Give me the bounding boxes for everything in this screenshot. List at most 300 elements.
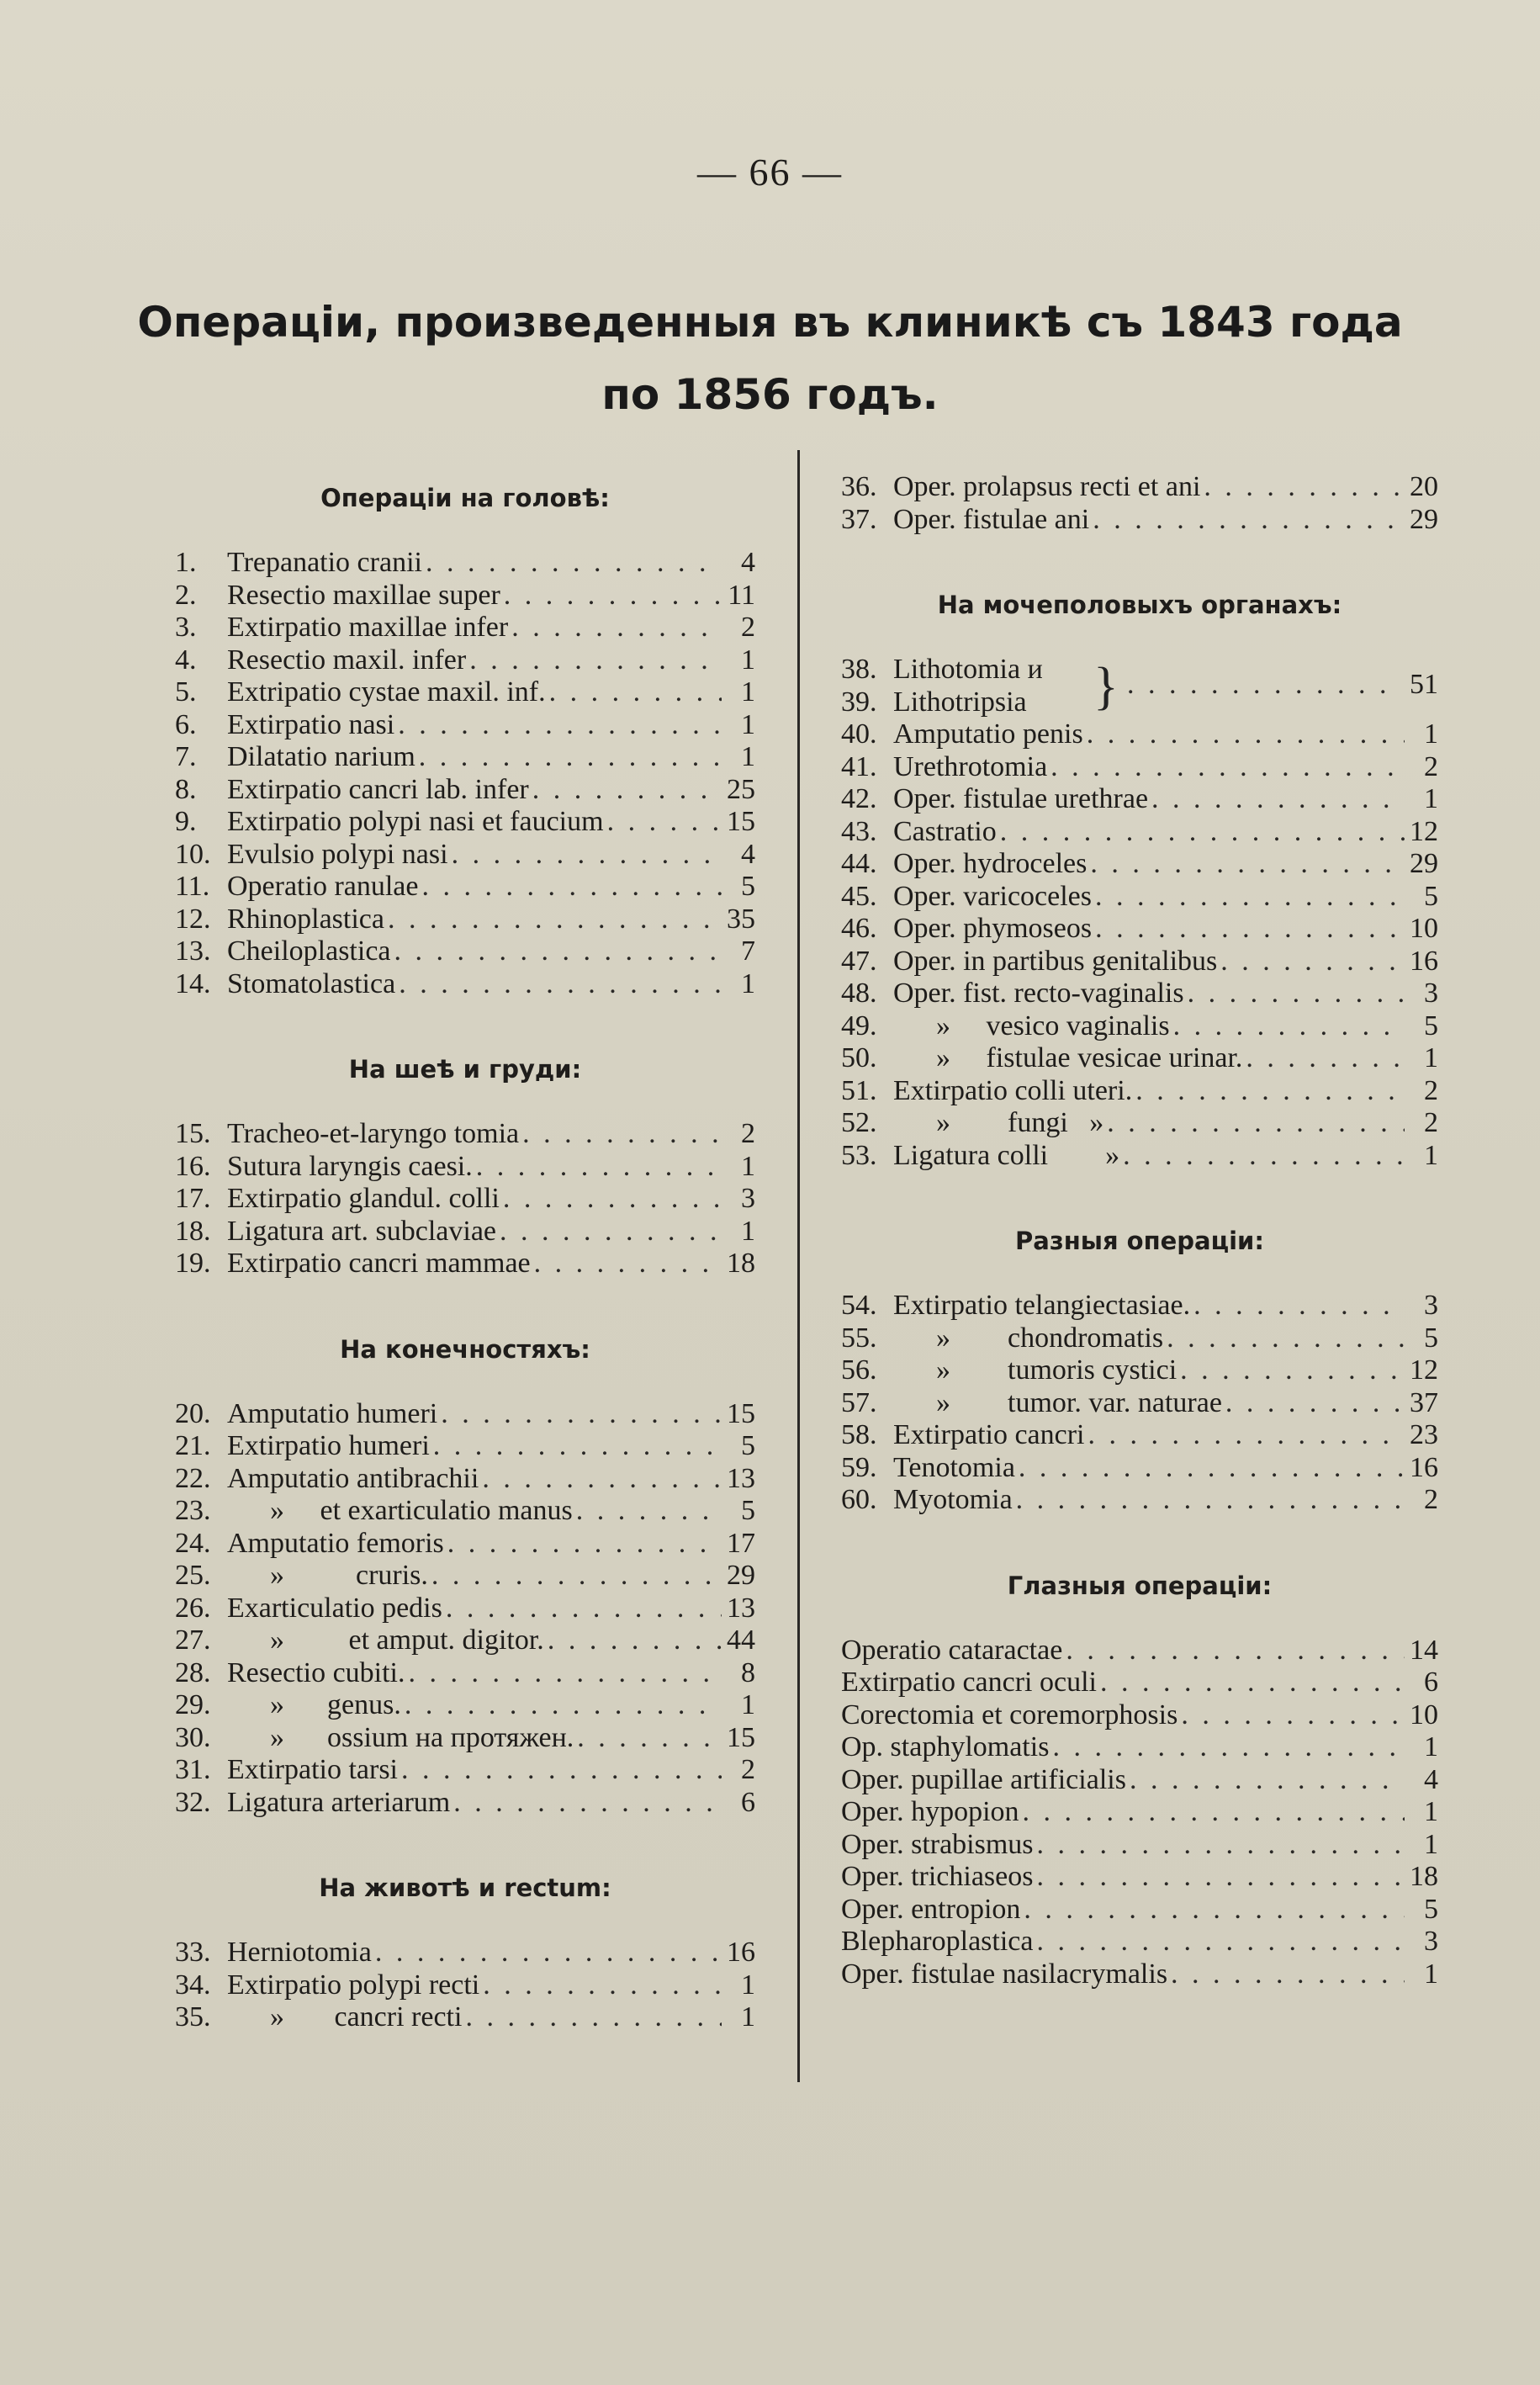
list-item bbox=[841, 718, 1438, 751]
item-name: » vesico vaginalis bbox=[893, 1010, 1170, 1041]
dot-leader bbox=[479, 1969, 722, 2002]
item-count: 1 bbox=[741, 967, 755, 999]
dot-leader bbox=[496, 1216, 722, 1248]
list-item bbox=[841, 751, 1438, 784]
item-count: 5 bbox=[1424, 1322, 1438, 1354]
item-count: 1 bbox=[741, 1969, 755, 2001]
item-name: » fungi » bbox=[893, 1107, 1104, 1138]
item-number: 51. bbox=[841, 1074, 877, 1106]
item-name: Oper. pupillae artificialis bbox=[841, 1763, 1126, 1795]
item-number: 5. bbox=[175, 676, 197, 708]
item-number: 59. bbox=[841, 1451, 877, 1483]
dot-leader bbox=[573, 1495, 722, 1528]
list-item bbox=[175, 1787, 755, 1820]
item-count: 18 bbox=[1410, 1861, 1438, 1892]
section-list-urogenital bbox=[841, 718, 1438, 1172]
section-list-rectum-continued bbox=[841, 471, 1438, 536]
item-number: 3. bbox=[175, 612, 197, 643]
item-count: 4 bbox=[1424, 1763, 1438, 1795]
list-item bbox=[841, 1140, 1438, 1173]
dot-leader bbox=[430, 1430, 722, 1463]
item-count: 29 bbox=[727, 1560, 755, 1591]
section-heading-head: Операціи на головѣ: bbox=[320, 484, 610, 512]
list-item bbox=[841, 1635, 1438, 1667]
item-number: 28. bbox=[175, 1656, 211, 1688]
dot-leader bbox=[394, 709, 722, 742]
item-count: 12 bbox=[1410, 1354, 1438, 1386]
section-list-limbs bbox=[175, 1398, 755, 1820]
dot-leader bbox=[500, 1183, 722, 1216]
item-number: 42. bbox=[841, 783, 877, 814]
list-item bbox=[841, 848, 1438, 881]
dot-leader bbox=[391, 935, 722, 968]
list-item bbox=[175, 1183, 755, 1216]
dot-leader bbox=[1034, 1861, 1405, 1894]
dot-leader bbox=[546, 676, 722, 709]
dot-leader bbox=[1222, 1387, 1405, 1420]
list-item bbox=[175, 1528, 755, 1561]
dot-leader bbox=[450, 1787, 722, 1820]
item-number: 53. bbox=[841, 1139, 877, 1171]
dot-leader bbox=[384, 904, 722, 936]
item-count: 16 bbox=[1410, 1451, 1438, 1483]
item-name: Oper. hypopion bbox=[841, 1796, 1019, 1827]
list-item bbox=[175, 839, 755, 872]
item-name: Oper. hydroceles bbox=[893, 848, 1088, 879]
item-count: 2 bbox=[741, 1754, 755, 1785]
section-list-various bbox=[841, 1290, 1438, 1517]
item-number: 45. bbox=[841, 880, 877, 912]
item-count: 18 bbox=[727, 1248, 755, 1279]
item-count: 1 bbox=[1424, 1958, 1438, 1990]
dot-leader bbox=[1062, 1635, 1405, 1667]
list-item bbox=[841, 1322, 1438, 1355]
dot-leader bbox=[1085, 1419, 1405, 1452]
item-count: 1 bbox=[741, 676, 755, 708]
dot-leader bbox=[1119, 1140, 1405, 1173]
dot-leader bbox=[442, 1593, 722, 1625]
dot-leader bbox=[997, 816, 1405, 849]
item-name: Stomatolastica bbox=[227, 967, 396, 999]
dot-leader bbox=[401, 1689, 722, 1722]
item-name: Extirpatio cancri oculi bbox=[841, 1667, 1097, 1698]
item-number: 33. bbox=[175, 1937, 211, 1968]
dot-leader bbox=[473, 1151, 722, 1184]
section-list-eye bbox=[841, 1635, 1438, 1991]
dot-leader bbox=[1049, 1731, 1405, 1764]
page-title-line-2: по 1856 годъ. bbox=[601, 370, 939, 419]
item-count: 3 bbox=[1424, 1926, 1438, 1957]
item-number: 26. bbox=[175, 1592, 211, 1624]
dot-leader bbox=[415, 741, 722, 774]
item-count: 5 bbox=[1424, 1893, 1438, 1925]
dot-leader bbox=[1083, 718, 1405, 751]
item-count: 1 bbox=[1424, 1731, 1438, 1762]
item-number: 54. bbox=[841, 1290, 877, 1321]
section-list-neck bbox=[175, 1118, 755, 1280]
item-number: 38. bbox=[841, 654, 877, 685]
item-count: 13 bbox=[727, 1462, 755, 1494]
item-name: Dilatatio narium bbox=[227, 741, 415, 772]
item-count: 1 bbox=[741, 708, 755, 740]
item-count: 35 bbox=[727, 903, 755, 935]
list-item bbox=[175, 1689, 755, 1722]
dot-leader bbox=[1019, 1796, 1405, 1829]
item-count: 29 bbox=[1410, 848, 1438, 879]
item-name: » tumoris cystici bbox=[893, 1354, 1177, 1386]
item-number: 46. bbox=[841, 913, 877, 944]
list-item bbox=[841, 1861, 1438, 1894]
item-number: 7. bbox=[175, 741, 197, 772]
item-count: 1 bbox=[1424, 783, 1438, 814]
item-count: 2 bbox=[741, 1118, 755, 1149]
item-name: Tenotomia bbox=[893, 1451, 1015, 1483]
item-count: 12 bbox=[1410, 815, 1438, 847]
list-item bbox=[175, 806, 755, 839]
item-name: Evulsio polypi nasi bbox=[227, 838, 448, 870]
dot-leader bbox=[1092, 913, 1405, 946]
item-name: Ligatura arteriarum bbox=[227, 1786, 451, 1818]
dot-leader bbox=[1033, 1926, 1405, 1958]
item-number: 36. bbox=[841, 471, 877, 502]
list-item bbox=[175, 709, 755, 742]
item-name: Extirpatio glandul. colli bbox=[227, 1183, 500, 1214]
dot-leader bbox=[1167, 1958, 1405, 1991]
list-item bbox=[175, 676, 755, 709]
item-number: 25. bbox=[175, 1560, 211, 1591]
item-name: » et exarticulatio manus bbox=[227, 1495, 573, 1526]
dot-leader bbox=[1217, 946, 1405, 978]
item-count: 17 bbox=[727, 1527, 755, 1559]
item-number: 32. bbox=[175, 1786, 211, 1818]
item-name: Oper. strabismus bbox=[841, 1828, 1034, 1860]
item-name: » cancri recti bbox=[227, 2001, 463, 2033]
dot-leader bbox=[1184, 978, 1405, 1010]
list-item bbox=[175, 644, 755, 677]
item-number: 44. bbox=[841, 848, 877, 879]
dot-leader bbox=[479, 1463, 722, 1496]
item-name: » genus. bbox=[227, 1689, 401, 1720]
dot-leader bbox=[1092, 881, 1405, 914]
item-count: 1 bbox=[1424, 1042, 1438, 1073]
list-item bbox=[841, 1764, 1438, 1797]
item-count: 44 bbox=[727, 1624, 755, 1656]
item-count: 10 bbox=[1410, 913, 1438, 944]
item-count: 13 bbox=[727, 1592, 755, 1624]
item-count: 2 bbox=[1424, 1484, 1438, 1515]
item-number: 52. bbox=[841, 1107, 877, 1138]
item-number: 58. bbox=[841, 1419, 877, 1450]
section-heading-various: Разныя операціи: bbox=[1015, 1227, 1264, 1255]
item-name: Amputatio femoris bbox=[227, 1527, 444, 1559]
item-count: 29 bbox=[1410, 503, 1438, 535]
section-heading-neck: На шеѣ и груди: bbox=[348, 1055, 582, 1084]
item-name: Extirpatio polypi nasi et faucium bbox=[227, 806, 604, 837]
item-name: Oper. fist. recto-vaginalis bbox=[893, 978, 1184, 1009]
item-name: » tumor. var. naturae bbox=[893, 1386, 1222, 1418]
item-number: 60. bbox=[841, 1484, 877, 1515]
dot-leader bbox=[1127, 669, 1396, 701]
list-item bbox=[175, 871, 755, 904]
dot-leader bbox=[1126, 1764, 1405, 1797]
item-number: 57. bbox=[841, 1386, 877, 1418]
item-name: Extirpatio nasi bbox=[227, 708, 395, 740]
item-name: Lithotomia и bbox=[893, 654, 1043, 685]
item-name: Operatio ranulae bbox=[227, 871, 419, 902]
item-number: 6. bbox=[175, 708, 197, 740]
item-count: 5 bbox=[1424, 1010, 1438, 1041]
item-name: » fistulae vesicae urinar. bbox=[893, 1042, 1243, 1073]
item-name: Cheiloplastica bbox=[227, 935, 391, 967]
dot-leader bbox=[1087, 848, 1405, 881]
item-name: Oper. prolapsus recti et ani bbox=[893, 471, 1201, 502]
list-item bbox=[841, 1042, 1438, 1075]
item-count: 23 bbox=[1410, 1419, 1438, 1450]
item-number: 27. bbox=[175, 1624, 211, 1656]
list-item bbox=[841, 1290, 1438, 1322]
list-item bbox=[841, 1484, 1438, 1517]
item-name: Sutura laryngis caesi. bbox=[227, 1150, 473, 1182]
dot-leader bbox=[1177, 1699, 1405, 1732]
list-item bbox=[175, 612, 755, 644]
dot-leader bbox=[437, 1398, 722, 1431]
list-item bbox=[175, 968, 755, 1001]
brace-icon: } bbox=[1093, 658, 1119, 715]
dot-leader bbox=[405, 1657, 722, 1690]
item-name: Extirpatio polypi recti bbox=[227, 1969, 480, 2001]
item-name: » et amput. digitor. bbox=[227, 1624, 544, 1656]
item-number: 23. bbox=[175, 1495, 211, 1526]
item-name: Oper. entropion bbox=[841, 1893, 1021, 1925]
item-count: 5 bbox=[741, 1430, 755, 1461]
section-heading-eye: Глазныя операціи: bbox=[1007, 1571, 1273, 1600]
item-count: 7 bbox=[741, 935, 755, 967]
item-name: Myotomia bbox=[893, 1484, 1013, 1515]
list-item bbox=[841, 946, 1438, 978]
item-number: 56. bbox=[841, 1354, 877, 1386]
item-count: 5 bbox=[741, 1495, 755, 1526]
item-count: 15 bbox=[727, 1397, 755, 1429]
item-count: 25 bbox=[727, 773, 755, 805]
item-name: Ligatura colli » bbox=[893, 1139, 1120, 1171]
item-name: » ossium на протяжен. bbox=[227, 1721, 574, 1753]
item-name: Oper. trichiaseos bbox=[841, 1861, 1034, 1892]
item-name: Amputatio antibrachii bbox=[227, 1462, 479, 1494]
item-name: Extirpatio maxillae infer bbox=[227, 612, 509, 643]
item-number: 49. bbox=[841, 1010, 877, 1041]
dot-leader bbox=[1013, 1484, 1405, 1517]
item-number: 55. bbox=[841, 1322, 877, 1354]
item-name: Ligatura art. subclaviae bbox=[227, 1215, 497, 1247]
dot-leader bbox=[462, 2001, 722, 2034]
item-number: 47. bbox=[841, 945, 877, 977]
list-item bbox=[175, 580, 755, 612]
item-name: Blepharoplastica bbox=[841, 1926, 1034, 1957]
dot-leader bbox=[466, 644, 722, 677]
item-name: Oper. phymoseos bbox=[893, 913, 1093, 944]
dot-leader bbox=[1163, 1322, 1405, 1355]
item-count: 3 bbox=[741, 1183, 755, 1214]
item-name: » cruris. bbox=[227, 1560, 428, 1591]
list-item bbox=[175, 1624, 755, 1657]
item-name: Extirpatio cancri mammae bbox=[227, 1248, 531, 1279]
dot-leader bbox=[428, 1560, 722, 1593]
page-title-line-1: Операціи, произведенныя въ клиникѣ съ 1843 года bbox=[137, 298, 1403, 347]
dot-leader bbox=[1047, 751, 1405, 784]
list-item bbox=[841, 1387, 1438, 1420]
item-name: Oper. fistulae urethrae bbox=[893, 783, 1149, 814]
dot-leader bbox=[1132, 1075, 1405, 1108]
item-name: Corectomia et coremorphosis bbox=[841, 1699, 1178, 1730]
list-item bbox=[175, 774, 755, 807]
item-name: Operatio cataractae bbox=[841, 1634, 1063, 1666]
dot-leader bbox=[1103, 1107, 1405, 1140]
list-item bbox=[175, 1722, 755, 1755]
item-count: 2 bbox=[741, 612, 755, 643]
list-item bbox=[175, 741, 755, 774]
dot-leader bbox=[529, 774, 722, 807]
dot-leader bbox=[1020, 1894, 1405, 1927]
item-count: 2 bbox=[1424, 750, 1438, 782]
item-name: Oper. in partibus genitalibus bbox=[893, 945, 1218, 977]
item-number: 18. bbox=[175, 1215, 211, 1247]
dot-leader bbox=[1097, 1667, 1405, 1699]
list-item bbox=[175, 1216, 755, 1248]
item-number: 11. bbox=[175, 871, 210, 902]
item-number: 40. bbox=[841, 718, 877, 750]
item-count: 4 bbox=[741, 547, 755, 578]
dot-leader bbox=[1190, 1290, 1405, 1322]
item-name: Herniotomia bbox=[227, 1937, 372, 1968]
item-name: Extirpatio humeri bbox=[227, 1430, 430, 1461]
item-number: 48. bbox=[841, 978, 877, 1009]
list-item bbox=[175, 1937, 755, 1969]
item-count: 1 bbox=[1424, 1828, 1438, 1860]
item-name: Urethrotomia bbox=[893, 750, 1048, 782]
list-item bbox=[175, 1969, 755, 2002]
item-count: 1 bbox=[1424, 1796, 1438, 1827]
list-item bbox=[175, 2001, 755, 2034]
item-number: 16. bbox=[175, 1150, 211, 1182]
item-number: 39. bbox=[841, 686, 877, 718]
item-name: Resectio maxillae super bbox=[227, 579, 500, 611]
item-count: 1 bbox=[741, 644, 755, 676]
item-number: 20. bbox=[175, 1397, 211, 1429]
item-name: Extirpatio cancri bbox=[893, 1419, 1085, 1450]
item-number: 13. bbox=[175, 935, 211, 967]
list-item bbox=[175, 1560, 755, 1593]
page-number: — 66 — bbox=[697, 151, 843, 193]
right-column bbox=[841, 471, 1438, 1990]
section-list-head bbox=[175, 547, 755, 1000]
item-count: 37 bbox=[1410, 1386, 1438, 1418]
item-number: 35. bbox=[175, 2001, 211, 2033]
item-number: 2. bbox=[175, 579, 197, 611]
column-divider bbox=[797, 450, 800, 2082]
list-item bbox=[841, 504, 1438, 537]
item-count: 3 bbox=[1424, 978, 1438, 1009]
item-name: Amputatio penis bbox=[893, 718, 1083, 750]
item-count: 8 bbox=[741, 1656, 755, 1688]
item-count: 1 bbox=[1424, 718, 1438, 750]
dot-leader bbox=[1015, 1452, 1405, 1485]
dot-leader bbox=[419, 871, 722, 904]
dot-leader bbox=[604, 806, 722, 839]
item-count: 2 bbox=[1424, 1074, 1438, 1106]
dot-leader bbox=[574, 1722, 722, 1755]
dot-leader bbox=[1034, 1829, 1405, 1862]
dot-leader bbox=[398, 1754, 722, 1787]
item-name: Extirpatio cancri lab. infer bbox=[227, 773, 529, 805]
left-column bbox=[175, 480, 755, 2034]
item-name: Oper. fistulae nasilacrymalis bbox=[841, 1958, 1168, 1990]
dot-leader bbox=[1089, 504, 1405, 537]
item-count: 1 bbox=[741, 2001, 755, 2033]
item-count: 6 bbox=[741, 1786, 755, 1818]
dot-leader bbox=[531, 1248, 722, 1280]
item-number: 34. bbox=[175, 1969, 211, 2001]
list-item bbox=[175, 904, 755, 936]
item-name: Extirpatio telangiectasiae. bbox=[893, 1290, 1191, 1321]
list-item bbox=[841, 783, 1438, 816]
list-item bbox=[175, 1398, 755, 1431]
list-item bbox=[841, 1354, 1438, 1387]
list-item bbox=[841, 1010, 1438, 1043]
item-count: 51 bbox=[1410, 669, 1438, 700]
list-item bbox=[841, 913, 1438, 946]
list-item bbox=[175, 1151, 755, 1184]
item-count: 15 bbox=[727, 1721, 755, 1753]
list-item bbox=[175, 547, 755, 580]
item-number: 41. bbox=[841, 750, 877, 782]
item-number: 19. bbox=[175, 1248, 211, 1279]
list-item bbox=[175, 1118, 755, 1151]
list-item bbox=[175, 1463, 755, 1496]
list-item bbox=[175, 1430, 755, 1463]
dot-leader bbox=[1170, 1010, 1405, 1043]
item-name: Amputatio humeri bbox=[227, 1397, 438, 1429]
item-number: 37. bbox=[841, 503, 877, 535]
item-number: 1. bbox=[175, 547, 197, 578]
item-count: 6 bbox=[1424, 1667, 1438, 1698]
list-item bbox=[841, 1667, 1438, 1699]
item-number: 12. bbox=[175, 903, 211, 935]
dot-leader bbox=[1177, 1354, 1405, 1387]
item-name: Exarticulatio pedis bbox=[227, 1592, 442, 1624]
section-heading-urogenital: На мочеполовыхъ органахъ: bbox=[937, 591, 1342, 619]
item-number: 29. bbox=[175, 1689, 211, 1720]
item-number: 30. bbox=[175, 1721, 211, 1753]
item-number: 17. bbox=[175, 1183, 211, 1214]
item-name: » chondromatis bbox=[893, 1322, 1164, 1354]
item-number: 9. bbox=[175, 806, 197, 837]
section-heading-limbs: На конечностяхъ: bbox=[340, 1334, 590, 1364]
item-count: 4 bbox=[741, 838, 755, 870]
dot-leader bbox=[519, 1118, 722, 1151]
item-name: Extirpatio tarsi bbox=[227, 1754, 399, 1785]
item-count: 1 bbox=[1424, 1139, 1438, 1171]
dot-leader bbox=[372, 1937, 722, 1969]
item-number: 10. bbox=[175, 838, 211, 870]
list-item bbox=[841, 1075, 1438, 1108]
item-count: 1 bbox=[741, 1215, 755, 1247]
dot-leader bbox=[422, 547, 722, 580]
item-count: 1 bbox=[741, 1689, 755, 1720]
item-count: 20 bbox=[1410, 471, 1438, 502]
list-item bbox=[175, 935, 755, 968]
list-item bbox=[841, 1796, 1438, 1829]
item-number: 43. bbox=[841, 815, 877, 847]
